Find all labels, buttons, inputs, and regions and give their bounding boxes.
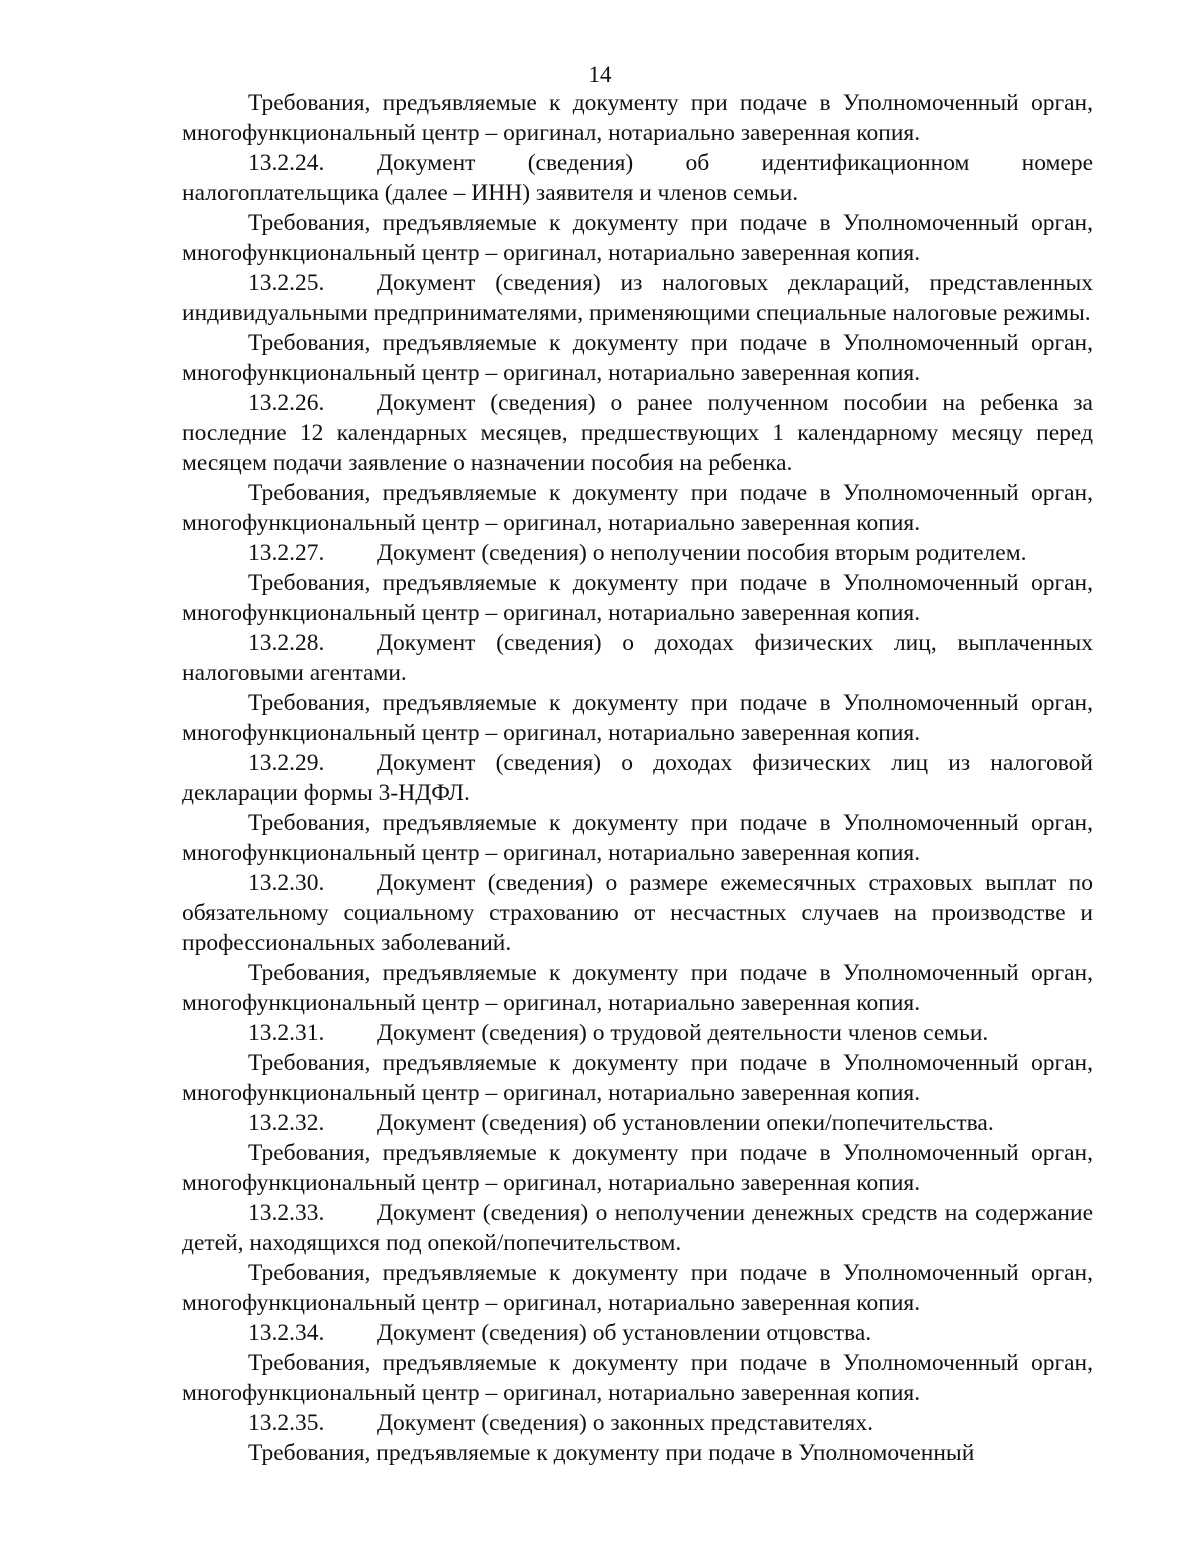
clause-paragraph bbox=[182, 868, 1093, 958]
clause-paragraph bbox=[182, 1198, 1093, 1258]
paragraph-text: Требования, предъявляемые к документу при подаче в Уполномоченный орган, многофункциональный центр – оригинал, нотариально заверенная копия. bbox=[182, 210, 1093, 266]
clause-paragraph bbox=[182, 538, 1093, 568]
requirements-paragraph bbox=[182, 1258, 1093, 1318]
clause-paragraph bbox=[182, 748, 1093, 808]
requirements-paragraph bbox=[182, 958, 1093, 1018]
requirements-paragraph bbox=[182, 568, 1093, 628]
clause-number: 13.2.34. bbox=[248, 1320, 325, 1346]
paragraph-text: Требования, предъявляемые к документу при подаче в Уполномоченный орган, многофункциональный центр – оригинал, нотариально заверенная копия. bbox=[182, 1050, 1093, 1106]
requirements-paragraph bbox=[182, 478, 1093, 538]
clause-paragraph bbox=[182, 1018, 1093, 1048]
clause-number: 13.2.24. bbox=[248, 150, 325, 176]
paragraph-text: Требования, предъявляемые к документу при подаче в Уполномоченный орган, многофункциональный центр – оригинал, нотариально заверенная копия. bbox=[182, 570, 1093, 626]
requirements-paragraph bbox=[182, 208, 1093, 268]
clause-paragraph bbox=[182, 1408, 1093, 1438]
requirements-paragraph bbox=[182, 1048, 1093, 1108]
paragraph-text: Требования, предъявляемые к документу при подаче в Уполномоченный орган, многофункциональный центр – оригинал, нотариально заверенная копия. bbox=[182, 690, 1093, 746]
paragraph-text: Требования, предъявляемые к документу при подаче в Уполномоченный орган, многофункциональный центр – оригинал, нотариально заверенная копия. bbox=[182, 1350, 1093, 1406]
clause-paragraph bbox=[182, 1318, 1093, 1348]
paragraph-text: Документ (сведения) о доходах физических лиц, выплаченных налоговыми агентами. bbox=[182, 630, 1093, 686]
paragraph-text: Требования, предъявляемые к документу при подаче в Уполномоченный орган, многофункциональный центр – оригинал, нотариально заверенная копия. bbox=[182, 1260, 1093, 1316]
clause-number: 13.2.32. bbox=[248, 1110, 325, 1136]
paragraph-text: Документ (сведения) об установлении отцовства. bbox=[377, 1320, 872, 1346]
paragraph-text: Документ (сведения) о размере ежемесячных страховых выплат по обязательному социальному страхованию от несчастных случаев на производстве и профессиональных заболеваний. bbox=[182, 870, 1093, 956]
paragraph-text: Документ (сведения) об установлении опеки/попечительства. bbox=[377, 1110, 994, 1136]
clause-paragraph bbox=[182, 268, 1093, 328]
paragraph-text: Документ (сведения) о трудовой деятельности членов семьи. bbox=[377, 1020, 989, 1046]
requirements-paragraph bbox=[182, 688, 1093, 748]
clause-number: 13.2.28. bbox=[248, 630, 325, 656]
requirements-paragraph bbox=[182, 1348, 1093, 1408]
paragraph-text: Требования, предъявляемые к документу при подаче в Уполномоченный орган, многофункциональный центр – оригинал, нотариально заверенная копия. bbox=[182, 480, 1093, 536]
requirements-paragraph bbox=[182, 88, 1093, 148]
requirements-paragraph bbox=[182, 1138, 1093, 1198]
clause-paragraph bbox=[182, 388, 1093, 478]
clause-number: 13.2.29. bbox=[248, 750, 325, 776]
paragraph-text: Документ (сведения) о неполучении денежных средств на содержание детей, находящихся под опекой/попечительством. bbox=[182, 1200, 1093, 1256]
paragraph-text: Документ (сведения) из налоговых деклараций, представленных индивидуальными предпринимателями, применяющими специальные налоговые режимы. bbox=[182, 270, 1093, 326]
paragraph-text: Требования, предъявляемые к документу при подаче в Уполномоченный орган, многофункциональный центр – оригинал, нотариально заверенная копия. bbox=[182, 960, 1093, 1016]
clause-number: 13.2.31. bbox=[248, 1020, 325, 1046]
page-number: 14 bbox=[588, 62, 612, 87]
requirements-paragraph bbox=[182, 328, 1093, 388]
clause-number: 13.2.30. bbox=[248, 870, 325, 896]
paragraph-text: Документ (сведения) о законных представителях. bbox=[377, 1410, 873, 1436]
paragraph-text: Документ (сведения) о неполучении пособия вторым родителем. bbox=[377, 540, 1027, 566]
paragraph-text: Документ (сведения) о доходах физических лиц из налоговой декларации формы 3-НДФЛ. bbox=[182, 750, 1093, 806]
paragraph-text: Документ (сведения) об идентификационном номере налогоплательщика (далее – ИНН) заявителя и членов семьи. bbox=[182, 150, 1093, 206]
clause-paragraph bbox=[182, 148, 1093, 208]
clause-paragraph bbox=[182, 628, 1093, 688]
requirements-paragraph bbox=[182, 1438, 1093, 1468]
clause-number: 13.2.33. bbox=[248, 1200, 325, 1226]
document-body bbox=[182, 88, 1093, 1468]
clause-paragraph bbox=[182, 1108, 1093, 1138]
paragraph-text: Требования, предъявляемые к документу при подаче в Уполномоченный орган, многофункциональный центр – оригинал, нотариально заверенная копия. bbox=[182, 1140, 1093, 1196]
requirements-paragraph bbox=[182, 808, 1093, 868]
paragraph-text: Документ (сведения) о ранее полученном пособии на ребенка за последние 12 календарных месяцев, предшествующих 1 календарному месяцу перед месяцем подачи заявление о назначении пособия на ребенка. bbox=[182, 390, 1093, 476]
paragraph-text: Требования, предъявляемые к документу при подаче в Уполномоченный орган, многофункциональный центр – оригинал, нотариально заверенная копия. bbox=[182, 330, 1093, 386]
paragraph-text: Требования, предъявляемые к документу при подаче в Уполномоченный bbox=[248, 1440, 975, 1466]
clause-number: 13.2.25. bbox=[248, 270, 325, 296]
paragraph-text: Требования, предъявляемые к документу при подаче в Уполномоченный орган, многофункциональный центр – оригинал, нотариально заверенная копия. bbox=[182, 90, 1093, 146]
clause-number: 13.2.26. bbox=[248, 390, 325, 416]
clause-number: 13.2.27. bbox=[248, 540, 325, 566]
clause-number: 13.2.35. bbox=[248, 1410, 325, 1436]
paragraph-text: Требования, предъявляемые к документу при подаче в Уполномоченный орган, многофункциональный центр – оригинал, нотариально заверенная копия. bbox=[182, 810, 1093, 866]
